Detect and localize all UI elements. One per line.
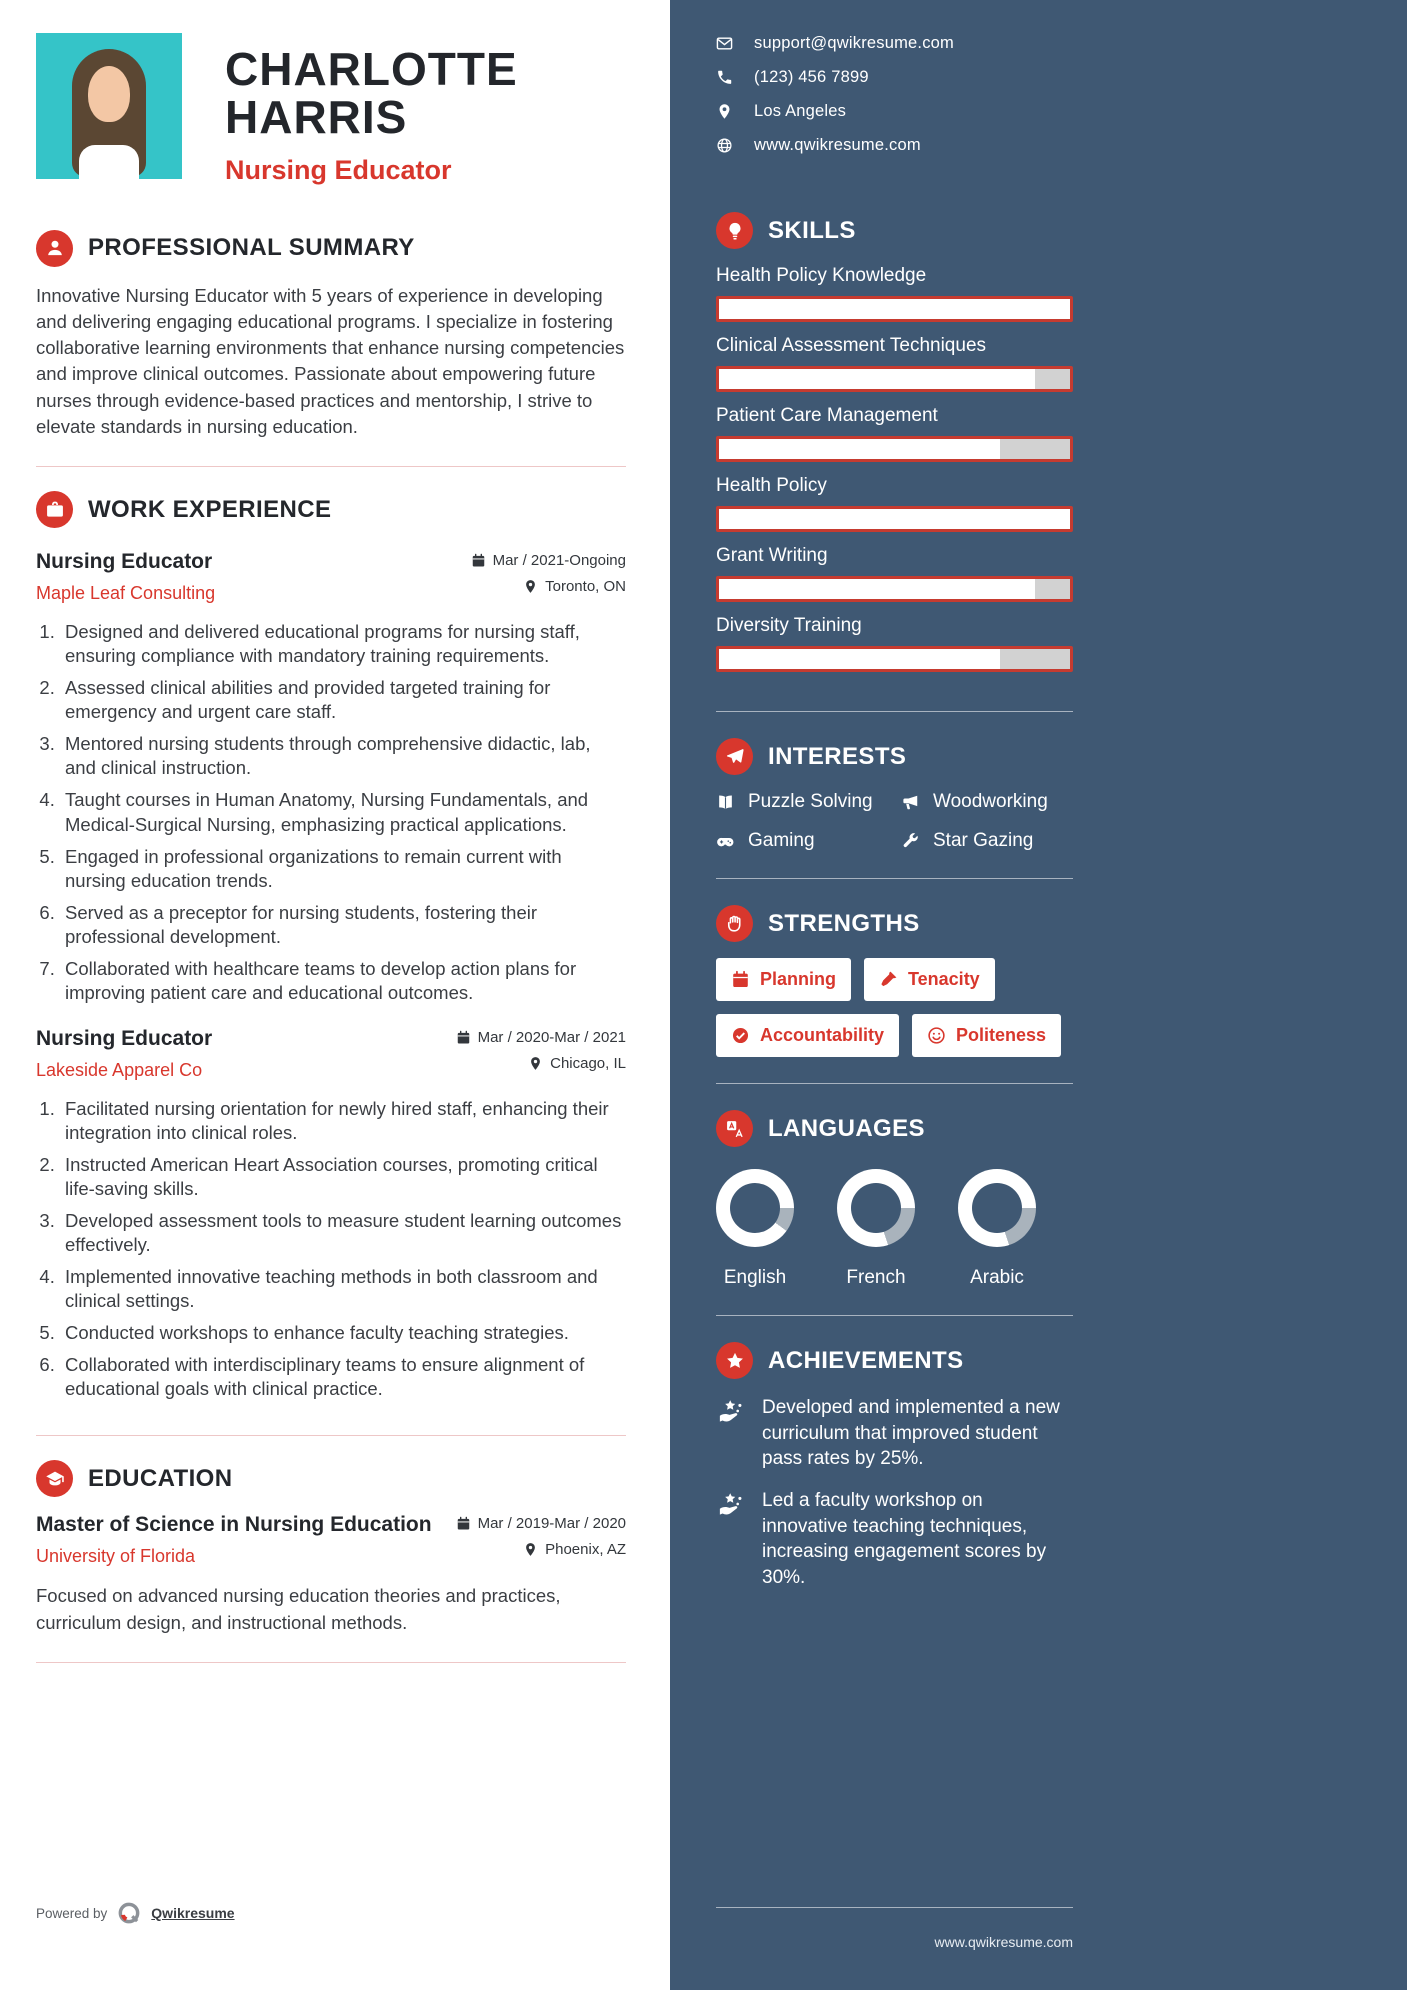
experience-heading: WORK EXPERIENCE (88, 495, 332, 523)
envelope-icon (716, 35, 733, 52)
language-label: English (723, 1267, 787, 1288)
job-title: Nursing Educator (36, 550, 213, 574)
job-bullet: 6. Collaborated with interdisciplinary teams to ensure alignment of educational goals with clinical practice. (60, 1353, 626, 1401)
skills-list (716, 265, 1073, 672)
job-bullet: 5. Engaged in professional organizations to remain current with nursing education trends. (60, 845, 626, 893)
strength-chip (912, 1014, 1061, 1057)
skill-bar (716, 646, 1073, 672)
section-experience (36, 491, 626, 1409)
achievement-item (716, 1395, 1073, 1472)
photo-face (88, 66, 130, 122)
interests-grid (716, 791, 1073, 852)
megaphone-icon (901, 793, 920, 812)
summary-text: Innovative Nursing Educator with 5 years of experience in developing and delivering engaging educational programs. I specialize in fostering collaborative learning environments that enhance nursing competencies and improve clinical outcomes. Passionate about empowering future nurses through evidence-based practices and mentorship, I strive to elevate standards in nursing education. (36, 284, 625, 437)
strength-chip (716, 1014, 899, 1057)
skill-item (716, 475, 1073, 532)
achievement-item (716, 1488, 1073, 1591)
job-bullet: 3. Mentored nursing students through comprehensive didactic, lab, and clinical instruction. (60, 732, 626, 780)
skill-name: Diversity Training (716, 615, 862, 636)
achievements-list (716, 1395, 1073, 1590)
divider (716, 1315, 1073, 1316)
skill-bar-fill (719, 579, 1035, 599)
job-dates: Mar / 2021-Ongoing (492, 552, 626, 570)
skill-bar-fill (719, 509, 1070, 529)
job-bullets (60, 1097, 626, 1402)
skill-bar-fill (719, 649, 1000, 669)
strengths-list (716, 958, 1073, 1057)
skill-name: Grant Writing (716, 545, 828, 566)
qwikresume-brand-link[interactable]: Qwikresume (151, 1905, 235, 1921)
language-donut-chart (716, 1169, 794, 1247)
skill-bar (716, 576, 1073, 602)
job-bullet: 2. Assessed clinical abilities and provided targeted training for emergency and urgent care staff. (60, 676, 626, 724)
job-company: Maple Leaf Consulting (36, 583, 216, 604)
job-entry (36, 1027, 626, 1402)
pin-icon (523, 579, 538, 594)
achievement-text: Led a faculty workshop on innovative teaching techniques, increasing engagement scores by 30%. (762, 1489, 1047, 1588)
contact-email-text: support@qwikresume.com (754, 34, 954, 52)
language-donut-chart (958, 1169, 1036, 1247)
job-bullet: 2. Instructed American Heart Association courses, promoting critical life-saving skills. (60, 1153, 626, 1201)
briefcase-icon (36, 491, 73, 528)
section-languages (716, 1110, 1073, 1289)
jobs (36, 550, 626, 1401)
skill-item (716, 335, 1073, 392)
check-circle-icon (731, 1026, 750, 1045)
divider (36, 466, 626, 467)
divider (716, 711, 1073, 712)
language-item (716, 1169, 794, 1289)
job-bullet: 7. Collaborated with healthcare teams to develop action plans for improving patient care and educational outcomes. (60, 957, 626, 1005)
star-icon (716, 1342, 753, 1379)
profile-photo (36, 33, 182, 179)
phone-icon (716, 69, 733, 86)
interest-label: Star Gazing (933, 830, 1034, 851)
job-bullet: 6. Served as a preceptor for nursing students, fostering their professional development. (60, 901, 626, 949)
strength-chip (864, 958, 995, 1001)
divider (716, 1907, 1073, 1908)
hand-star-icon (716, 1397, 747, 1428)
gamepad-icon (716, 832, 735, 851)
interest-item (901, 791, 1073, 813)
education-heading: EDUCATION (88, 1464, 233, 1492)
person-icon (36, 230, 73, 267)
powered-by-footer (36, 1900, 626, 1926)
grad-cap-icon (36, 1460, 73, 1497)
header (36, 33, 626, 186)
job-bullet: 4. Taught courses in Human Anatomy, Nursing Fundamentals, and Medical-Surgical Nursing, emphasizing practical applications. (60, 788, 626, 836)
skill-bar-fill (719, 369, 1035, 389)
divider (716, 1083, 1073, 1084)
globe-icon (716, 137, 733, 154)
hand-star-icon (716, 1490, 747, 1521)
fist-icon (716, 905, 753, 942)
skill-name: Health Policy Knowledge (716, 265, 927, 286)
education-location: Phoenix, AZ (545, 1541, 626, 1559)
skill-bar (716, 436, 1073, 462)
section-skills (716, 212, 1073, 685)
education-degree: Master of Science in Nursing Education (36, 1513, 432, 1537)
skill-bar (716, 366, 1073, 392)
skill-item (716, 545, 1073, 602)
divider (716, 878, 1073, 879)
sidebar-footer (716, 1881, 1073, 1950)
job-company: Lakeside Apparel Co (36, 1059, 203, 1080)
website-footer-link[interactable]: www.qwikresume.com (934, 1934, 1073, 1950)
summary-heading: PROFESSIONAL SUMMARY (88, 234, 415, 262)
paper-plane-icon (716, 738, 753, 775)
language-label: French (846, 1267, 906, 1288)
contact-email[interactable] (716, 34, 1073, 53)
job-bullet: 1. Designed and delivered educational programs for nursing staff, ensuring compliance with mandatory training requirements. (60, 620, 626, 668)
pin-icon (523, 1542, 538, 1557)
section-education (36, 1460, 626, 1636)
job-bullets (60, 620, 626, 1005)
skill-item (716, 615, 1073, 672)
achievement-text: Developed and implemented a new curriculum that improved student pass rates by 25%. (762, 1397, 1060, 1470)
skill-item (716, 405, 1073, 462)
language-donut-chart (837, 1169, 915, 1247)
languages-heading: LANGUAGES (768, 1114, 925, 1142)
interest-item (901, 830, 1073, 852)
job-location: Chicago, IL (550, 1054, 626, 1072)
skill-name: Health Policy (716, 475, 827, 496)
skill-name: Clinical Assessment Techniques (716, 335, 987, 356)
divider (36, 1662, 626, 1663)
strength-label: Planning (760, 969, 836, 989)
skill-item (716, 265, 1073, 322)
strength-label: Politeness (956, 1025, 1047, 1045)
skills-heading: SKILLS (768, 216, 856, 244)
smiley-icon (927, 1026, 946, 1045)
contact-website-text: www.qwikresume.com (754, 136, 921, 154)
left-column (0, 0, 670, 1990)
job-location: Toronto, ON (545, 578, 626, 596)
education-dates: Mar / 2019-Mar / 2020 (477, 1515, 626, 1533)
right-sidebar (670, 0, 1407, 1990)
name-block (225, 33, 555, 186)
education-school: University of Florida (36, 1546, 196, 1567)
contact-phone[interactable] (716, 68, 1073, 87)
language-label: Arabic (970, 1267, 1024, 1288)
section-achievements (716, 1342, 1073, 1606)
strength-label: Tenacity (908, 969, 980, 989)
pin-icon (528, 1056, 543, 1071)
contact-location (716, 102, 1073, 121)
strength-label: Accountability (760, 1025, 885, 1045)
wrench-icon (901, 832, 920, 851)
achievements-heading: ACHIEVEMENTS (768, 1346, 964, 1374)
job-entry (36, 550, 626, 1005)
skill-name: Patient Care Management (716, 405, 938, 426)
job-title: Nursing Educator (36, 1026, 213, 1050)
book-icon (716, 793, 735, 812)
interest-item (716, 830, 901, 852)
job-dates: Mar / 2020-Mar / 2021 (477, 1028, 626, 1046)
strength-chip (716, 958, 851, 1001)
contact-block (716, 34, 1073, 170)
interest-label: Gaming (748, 830, 815, 851)
powered-by-label: Powered by (36, 1905, 108, 1921)
education-description: Focused on advanced nursing education theories and practices, curriculum design, and instructional methods. (36, 1585, 561, 1633)
skill-bar-fill (719, 299, 1070, 319)
photo-shirt (79, 145, 139, 179)
skill-bar (716, 296, 1073, 322)
section-strengths (716, 905, 1073, 1057)
screwdriver-icon (879, 970, 898, 989)
language-item (837, 1169, 915, 1289)
interest-label: Woodworking (933, 791, 1048, 812)
candidate-title: Nursing Educator (225, 154, 452, 185)
job-bullet: 3. Developed assessment tools to measure student learning outcomes effectively. (60, 1209, 626, 1257)
bulb-icon (716, 212, 753, 249)
translate-icon (716, 1110, 753, 1147)
skill-bar (716, 506, 1073, 532)
calendar-icon (456, 1516, 471, 1531)
job-bullet: 1. Facilitated nursing orientation for newly hired staff, enhancing their integration into clinical roles. (60, 1097, 626, 1145)
skill-bar-fill (719, 439, 1000, 459)
language-item (958, 1169, 1036, 1289)
contact-phone-text: (123) 456 7899 (754, 68, 869, 86)
calendar-icon (731, 970, 750, 989)
strengths-heading: STRENGTHS (768, 909, 920, 937)
calendar-icon (456, 1030, 471, 1045)
qwikresume-logo-icon (116, 1900, 142, 1926)
divider (36, 1435, 626, 1436)
job-bullet: 5. Conducted workshops to enhance faculty teaching strategies. (60, 1321, 626, 1345)
interest-item (716, 791, 901, 813)
section-interests (716, 738, 1073, 852)
job-bullet: 4. Implemented innovative teaching methods in both classroom and clinical settings. (60, 1265, 626, 1313)
candidate-name: CHARLOTTE HARRIS (225, 43, 518, 144)
interest-label: Puzzle Solving (748, 791, 873, 812)
languages-list (716, 1169, 1073, 1289)
contact-website[interactable] (716, 136, 1073, 155)
calendar-icon (471, 553, 486, 568)
pin-icon (716, 103, 733, 120)
section-summary (36, 230, 626, 441)
contact-location-text: Los Angeles (754, 102, 847, 120)
interests-heading: INTERESTS (768, 742, 907, 770)
